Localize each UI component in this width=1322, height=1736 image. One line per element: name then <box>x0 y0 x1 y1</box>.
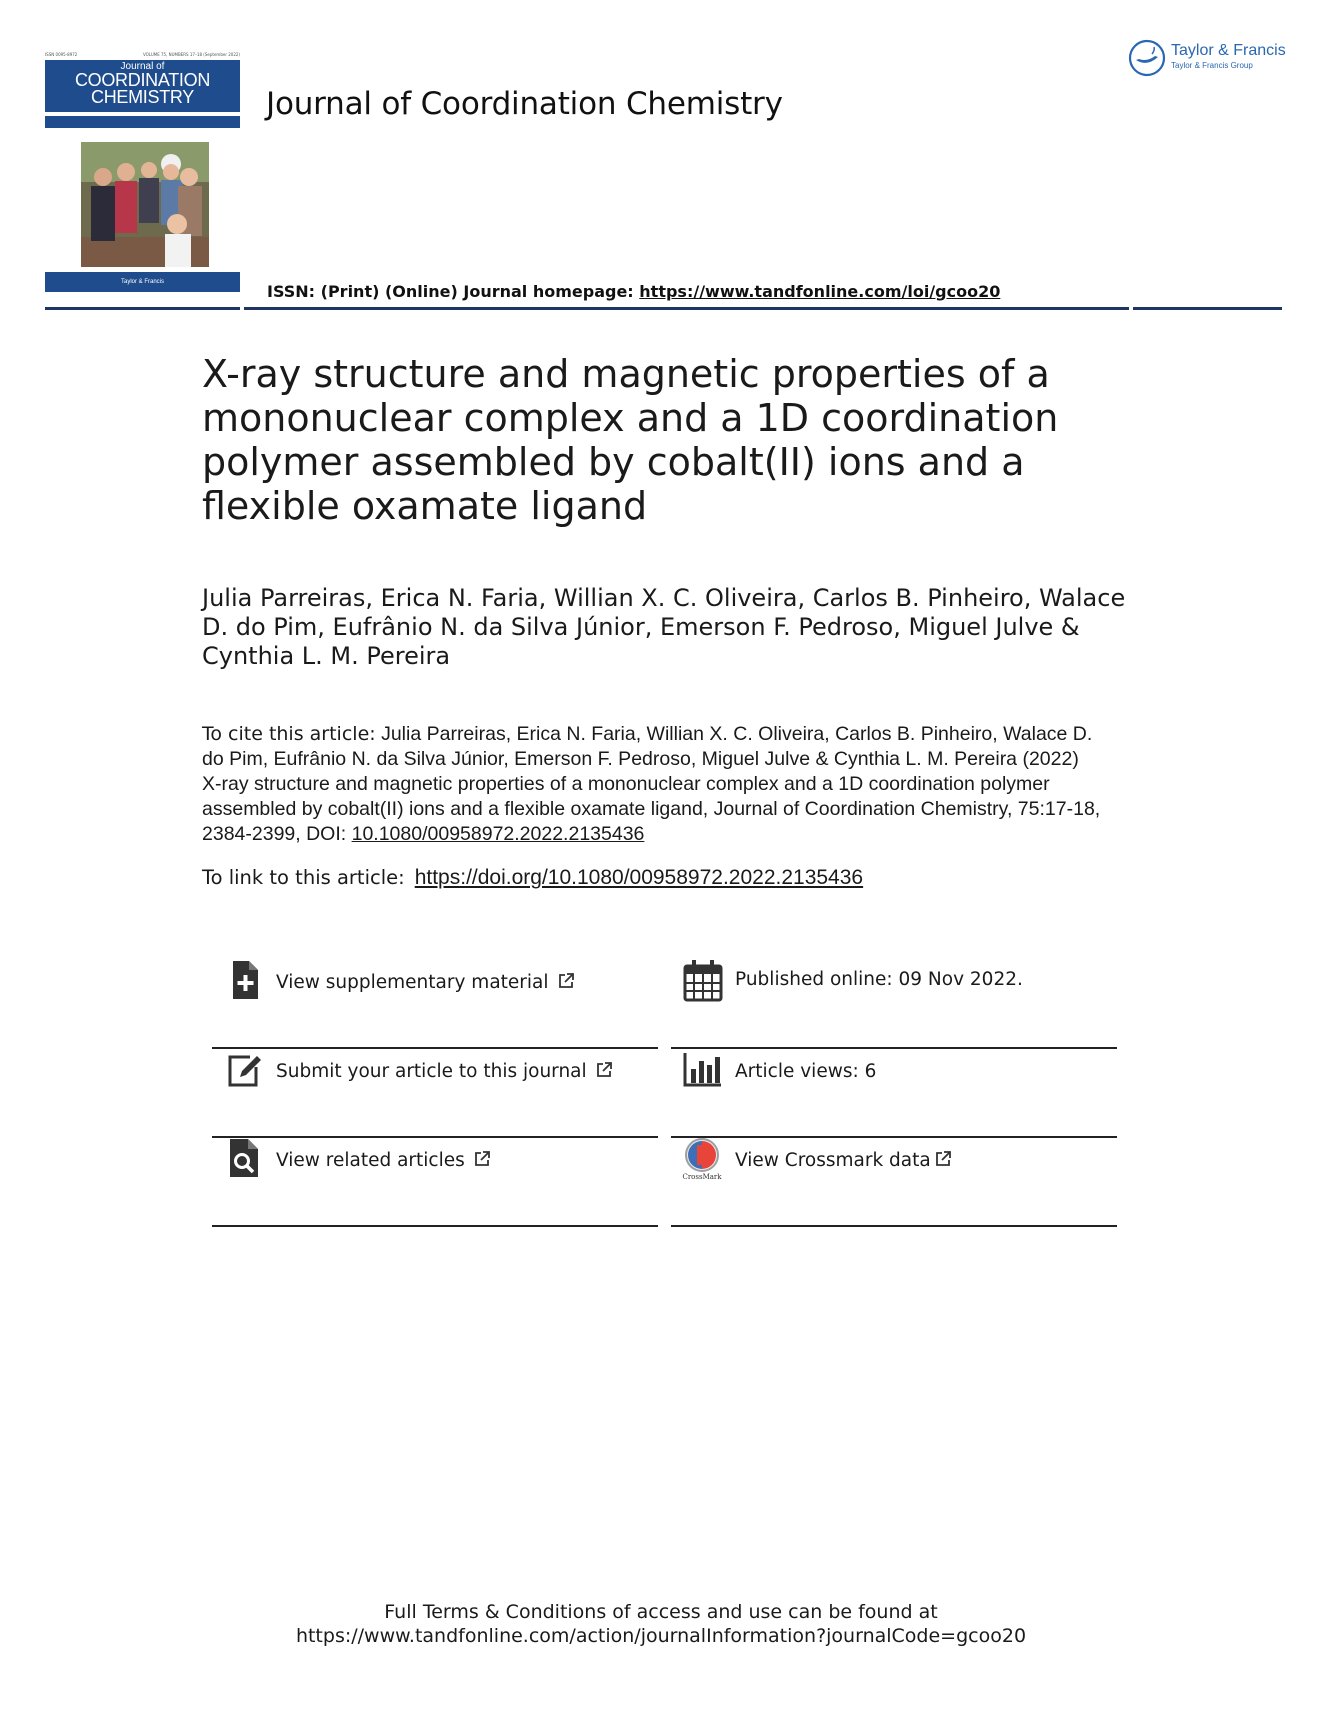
journal-cover <box>45 52 240 292</box>
crossmark-icon <box>681 1136 723 1180</box>
views-cell <box>671 1047 1117 1138</box>
link-label: To link to this article: <box>202 866 405 889</box>
bar-chart-icon <box>681 1047 723 1091</box>
logo-subtitle: Taylor & Francis Group <box>1171 61 1253 70</box>
calendar-icon <box>681 958 723 1002</box>
crossmark-cell[interactable] <box>671 1136 1117 1227</box>
cover-title-band <box>45 60 240 112</box>
cite-label: To cite this article: <box>202 723 376 745</box>
taylor-francis-logo[interactable] <box>1128 38 1288 78</box>
article-title: X-ray structure and magnetic properties of a mononuclear complex and a 1D coordination polymer assembled by cobalt(II) ions and a flexible oxamate ligand <box>202 352 1059 528</box>
citation-block <box>202 722 1102 847</box>
cover-top-strip <box>45 52 240 60</box>
issn-label: ISSN: (Print) (Online) Journal homepage: <box>267 282 640 301</box>
supplementary-label: View supplementary material <box>276 972 575 993</box>
authors: Julia Parreiras, Erica N. Faria, Willian X. C. Oliveira, Carlos B. Pinheiro, Walace D. do Pim, Eufrânio N. da Silva Júnior, Emerson F. Pedroso, Miguel Julve & Cynthia L. M. Pereira <box>202 584 1126 670</box>
logo-name: Taylor & Francis <box>1171 42 1286 59</box>
article-link-block <box>202 866 863 890</box>
cover-issn: ISSN 0095-8972 <box>45 52 78 57</box>
cover-editor-band <box>45 116 240 128</box>
external-link-icon <box>934 1150 952 1168</box>
submit-label: Submit your article to this journal <box>276 1061 613 1082</box>
crossmark-label: View Crossmark data <box>735 1150 952 1171</box>
external-link-icon <box>595 1061 613 1079</box>
cover-chemistry: CHEMISTRY <box>91 87 194 107</box>
footer <box>0 1600 1322 1648</box>
file-plus-icon <box>222 958 264 1002</box>
published-label: Published online: 09 Nov 2022. <box>735 969 1023 990</box>
cover-volume: VOLUME 75, NUMBERS 17–18 (September 2022) <box>142 52 240 57</box>
footer-terms: Full Terms & Conditions of access and use can be found at <box>384 1601 938 1623</box>
cover-photo <box>81 142 209 267</box>
header-rule <box>45 307 1282 310</box>
cover-publisher-band <box>45 272 240 292</box>
journal-title: Journal of Coordination Chemistry <box>266 86 783 122</box>
published-cell <box>671 958 1117 1049</box>
issn-line <box>267 282 1000 301</box>
submit-cell[interactable] <box>212 1047 658 1138</box>
footer-terms-link[interactable]: https://www.tandfonline.com/action/journalInformation?journalCode=gcoo20 <box>295 1625 1027 1647</box>
edit-icon <box>222 1047 264 1091</box>
supplementary-cell[interactable] <box>212 958 658 1049</box>
external-link-icon <box>473 1150 491 1168</box>
external-link-icon <box>557 972 575 990</box>
crossmark-caption: CrossMark <box>682 1173 722 1180</box>
related-label: View related articles <box>276 1150 491 1171</box>
cite-doi-link[interactable]: 10.1080/00958972.2022.2135436 <box>351 823 645 845</box>
cover-coordination: COORDINATION <box>74 70 211 90</box>
views-label: Article views: 6 <box>735 1061 877 1082</box>
related-cell[interactable] <box>212 1136 658 1227</box>
cover-journal-of: Journal of <box>120 61 165 72</box>
file-search-icon <box>222 1136 264 1180</box>
article-doi-link[interactable]: https://doi.org/10.1080/00958972.2022.2135436 <box>414 866 864 889</box>
tf-lamp-icon <box>1128 39 1166 77</box>
cover-publisher: Taylor & Francis <box>120 279 164 285</box>
journal-homepage-link[interactable]: https://www.tandfonline.com/loi/gcoo20 <box>639 282 1001 301</box>
cite-text: Julia Parreiras, Erica N. Faria, Willian X. C. Oliveira, Carlos B. Pinheiro, Walace D. do Pim, Eufrânio N. da Silva Júnior, Emerson F. Pedroso, Miguel Julve & Cynthia L. M. Pereira (2022) X-ray structure and magnetic properties of a mononuclear complex and a 1D coordination polymer assembled by cobalt(II) ions and a flexible oxamate ligand, Journal of Coordination Chemistry, 75:17-18, 2384-2399, DOI: <box>202 723 1101 845</box>
